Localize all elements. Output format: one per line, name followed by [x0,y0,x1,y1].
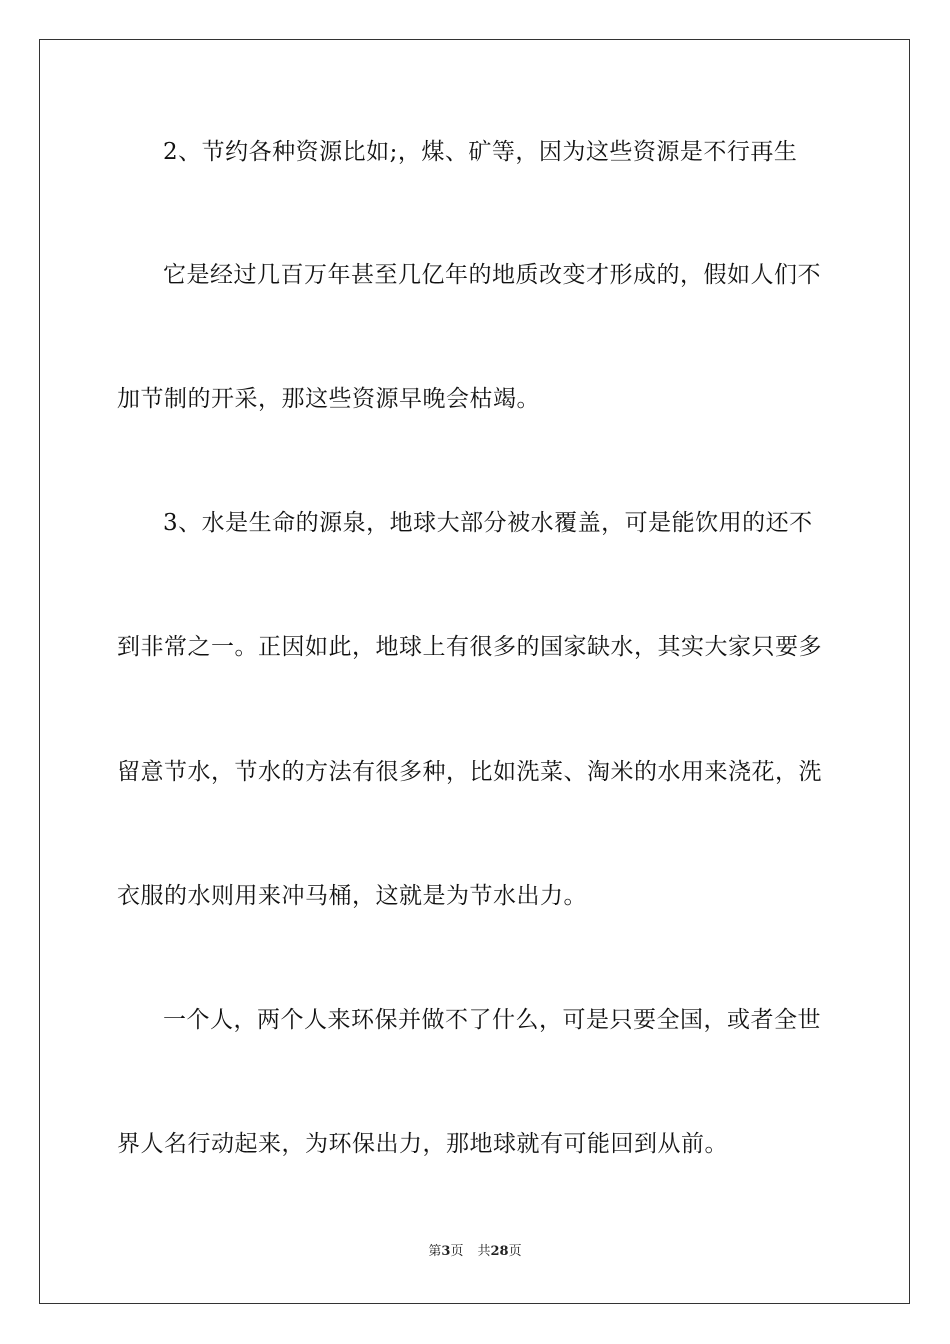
paragraph-line-9: 界人名行动起来，为环保出力，那地球就有可能回到从前。 [117,1131,728,1157]
paragraph-line-7: 衣服的水则用来冲马桶，这就是为节水出力。 [117,883,587,909]
page-border [39,39,910,1304]
page-prefix: 第 [428,1244,442,1259]
total-prefix: 共 [477,1244,491,1259]
total-suffix: 页 [508,1244,522,1259]
page-suffix: 页 [450,1244,464,1259]
paragraph-line-3: 加节制的开采，那这些资源早晚会枯竭。 [117,386,540,412]
page-footer [0,1244,950,1260]
total-pages: 28 [490,1244,509,1259]
paragraph-line-6: 留意节水，节水的方法有很多种，比如洗菜、淘米的水用来浇花，洗 [117,759,822,785]
paragraph-line-5: 到非常之一。正因如此，地球上有很多的国家缺水，其实大家只要多 [117,634,822,660]
paragraph-line-4: 3、水是生命的源泉，地球大部分被水覆盖，可是能饮用的还不 [163,510,813,536]
page-number: 3 [441,1244,451,1259]
paragraph-line-2: 它是经过几百万年甚至几亿年的地质改变才形成的，假如人们不 [163,262,821,288]
paragraph-line-1: 2、节约各种资源比如;，煤、矿等，因为这些资源是不行再生 [163,139,798,165]
paragraph-line-8: 一个人，两个人来环保并做不了什么，可是只要全国，或者全世 [163,1007,821,1033]
